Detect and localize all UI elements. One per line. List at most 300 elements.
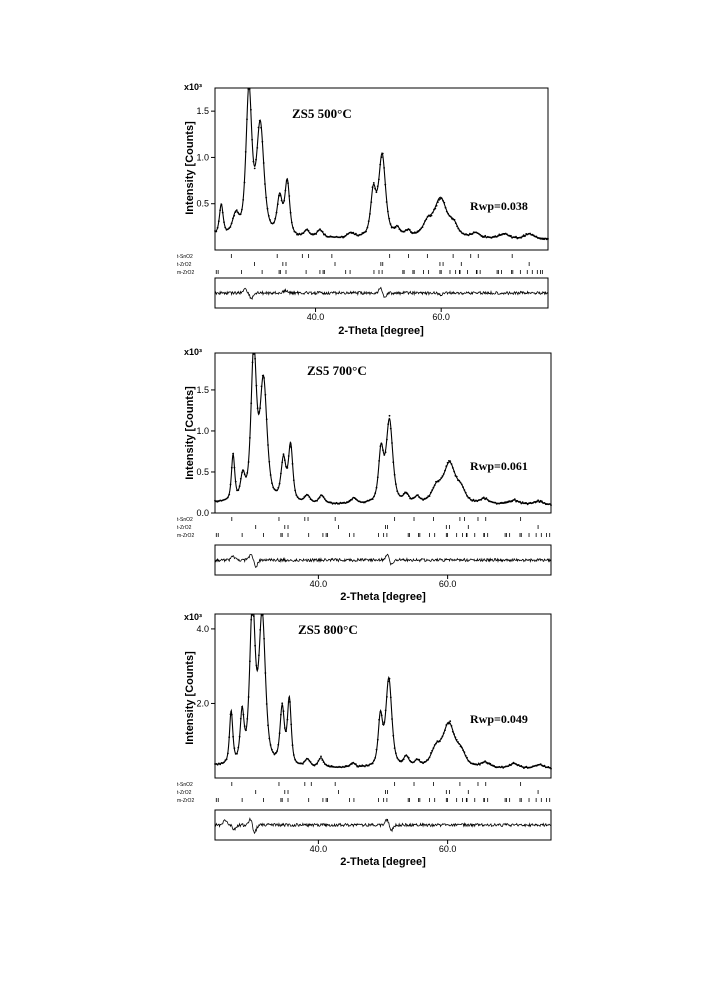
observed-point — [376, 487, 378, 489]
observed-point — [402, 495, 404, 497]
observed-point — [253, 353, 255, 355]
observed-point — [435, 743, 437, 745]
observed-points — [214, 88, 549, 240]
observed-point — [267, 208, 269, 210]
observed-point — [215, 231, 217, 233]
observed-point — [387, 423, 389, 425]
observed-point — [536, 236, 538, 238]
phase-label: t-ZrO2 — [177, 525, 192, 531]
y-axis-label: Intensity [Counts] — [184, 121, 196, 215]
observed-point — [230, 484, 232, 486]
observed-point — [265, 672, 267, 674]
y-tick-label: 1.5 — [196, 384, 209, 395]
observed-point — [267, 444, 269, 446]
observed-point — [449, 460, 451, 462]
observed-point — [520, 237, 522, 239]
observed-point — [383, 167, 385, 169]
observed-point — [302, 763, 304, 765]
chart-panel-700c — [0, 345, 725, 607]
observed-point — [484, 235, 486, 237]
observed-point — [382, 723, 384, 725]
phase-label: t-SnO2 — [177, 254, 193, 260]
observed-point — [316, 500, 318, 502]
y-tick-label: 2.0 — [196, 698, 209, 709]
observed-point — [374, 757, 376, 759]
observed-point — [424, 220, 426, 222]
observed-point — [430, 492, 432, 494]
observed-point — [269, 219, 271, 221]
observed-point — [389, 415, 391, 417]
observed-point — [293, 479, 295, 481]
observed-point — [487, 499, 489, 501]
observed-point — [302, 498, 304, 500]
observed-point — [294, 759, 296, 761]
observed-point — [227, 753, 229, 755]
observed-point — [345, 235, 347, 237]
observed-point — [441, 198, 443, 200]
panel-title: ZS5 800°C — [298, 622, 358, 637]
observed-point — [259, 120, 261, 122]
observed-point — [397, 225, 399, 227]
observed-point — [465, 755, 467, 757]
observed-point — [245, 476, 247, 478]
observed-point — [279, 732, 281, 734]
observed-point — [300, 234, 302, 236]
observed-point — [442, 200, 444, 202]
observed-point — [240, 718, 242, 720]
observed-point — [378, 179, 380, 181]
observed-point — [268, 215, 270, 217]
observed-point — [224, 227, 226, 229]
observed-point — [258, 127, 260, 129]
observed-point — [258, 411, 260, 413]
observed-point — [274, 218, 276, 220]
observed-point — [268, 738, 270, 740]
observed-point — [386, 439, 388, 441]
observed-point — [252, 362, 254, 364]
phase-label: m-ZrO2 — [177, 533, 195, 539]
observed-point — [454, 219, 456, 221]
rwp-label: Rwp=0.061 — [470, 459, 528, 473]
observed-point — [291, 222, 293, 224]
observed-point — [476, 764, 478, 766]
observed-point — [450, 216, 452, 218]
observed-point — [262, 614, 264, 616]
observed-point — [321, 495, 323, 497]
difference-curve — [215, 818, 551, 833]
observed-point — [281, 200, 283, 202]
observed-point — [230, 226, 232, 228]
observed-point — [403, 758, 405, 760]
y-tick-label: 1.0 — [196, 425, 209, 436]
observed-point — [398, 493, 400, 495]
observed-point — [399, 228, 401, 230]
observed-point — [289, 701, 291, 703]
observed-point — [286, 180, 288, 182]
observed-point — [271, 749, 273, 751]
observed-point — [455, 736, 457, 738]
difference-curve — [215, 288, 548, 300]
y-exponent-label: x10³ — [184, 612, 203, 622]
observed-point — [387, 681, 389, 683]
observed-point — [392, 461, 394, 463]
observed-point — [292, 463, 294, 465]
observed-point — [510, 764, 512, 766]
observed-point — [277, 744, 279, 746]
observed-point — [431, 215, 433, 217]
observed-point — [270, 744, 272, 746]
observed-point — [447, 213, 449, 215]
observed-point — [285, 466, 287, 468]
observed-point — [377, 476, 379, 478]
observed-point — [245, 151, 247, 153]
observed-point — [446, 211, 448, 213]
observed-point — [319, 497, 321, 499]
observed-point — [227, 497, 229, 499]
observed-point — [349, 765, 351, 767]
observed-point — [259, 407, 261, 409]
observed-point — [294, 490, 296, 492]
observed-point — [223, 761, 225, 763]
observed-point — [402, 760, 404, 762]
observed-point — [242, 199, 244, 201]
observed-point — [355, 763, 357, 765]
observed-point — [403, 493, 405, 495]
observed-point — [431, 489, 433, 491]
observed-point — [246, 118, 248, 120]
observed-point — [406, 229, 408, 231]
calculated-line — [215, 88, 548, 238]
observed-point — [433, 487, 435, 489]
observed-point — [236, 753, 238, 755]
observed-point — [440, 477, 442, 479]
observed-point — [370, 201, 372, 203]
observed-point — [398, 759, 400, 761]
y-axis-label: Intensity [Counts] — [184, 651, 196, 745]
observed-point — [279, 195, 281, 197]
observed-point — [254, 168, 256, 170]
difference-line — [215, 818, 551, 833]
calc-profile — [215, 614, 551, 768]
observed-point — [352, 232, 354, 234]
observed-point — [251, 139, 253, 141]
observed-point — [510, 235, 512, 237]
observed-point — [483, 497, 485, 499]
observed-point — [425, 761, 427, 763]
observed-point — [221, 204, 223, 206]
observed-point — [287, 182, 289, 184]
observed-point — [501, 766, 503, 768]
observed-point — [514, 498, 516, 500]
observed-point — [383, 454, 385, 456]
observed-point — [457, 741, 459, 743]
observed-point — [250, 109, 252, 111]
observed-point — [456, 739, 458, 741]
rwp-label: Rwp=0.049 — [470, 712, 528, 726]
observed-point — [320, 756, 322, 758]
x-ticks — [307, 308, 450, 322]
observed-point — [386, 201, 388, 203]
observed-point — [381, 156, 383, 158]
phase-label: t-ZrO2 — [177, 790, 192, 796]
chart-panel-800c — [0, 610, 725, 872]
observed-point — [547, 238, 549, 240]
observed-point — [237, 212, 239, 214]
observed-point — [249, 660, 251, 662]
observed-point — [264, 183, 266, 185]
x-tick-label: 60.0 — [438, 844, 457, 854]
phase-reflection-ticks — [216, 254, 542, 274]
y-tick-label: 0.5 — [196, 466, 209, 477]
observed-point — [456, 476, 458, 478]
observed-point — [290, 212, 292, 214]
observed-point — [544, 765, 546, 767]
observed-point — [451, 463, 453, 465]
observed-point — [386, 696, 388, 698]
observed-point — [241, 209, 243, 211]
observed-point — [248, 696, 250, 698]
observed-point — [394, 747, 396, 749]
observed-point — [292, 744, 294, 746]
y-ticks — [196, 106, 215, 209]
observed-point — [391, 718, 393, 720]
observed-point — [445, 724, 447, 726]
observed-point — [383, 721, 385, 723]
observed-point — [443, 473, 445, 475]
observed-point — [258, 654, 260, 656]
y-tick-label: 1.5 — [196, 106, 209, 117]
observed-point — [460, 482, 462, 484]
observed-point — [277, 487, 279, 489]
observed-points — [214, 353, 552, 506]
observed-point — [389, 678, 391, 680]
observed-point — [240, 478, 242, 480]
observed-point — [378, 460, 380, 462]
observed-point — [245, 729, 247, 731]
observed-point — [271, 482, 273, 484]
observed-point — [480, 499, 482, 501]
observed-point — [369, 213, 371, 215]
xrd-chart-500c — [0, 80, 725, 342]
observed-point — [226, 758, 228, 760]
chart-panel-500c — [0, 80, 725, 342]
observed-point — [275, 752, 277, 754]
observed-point — [355, 233, 357, 235]
observed-point — [466, 757, 468, 759]
observed-point — [260, 127, 262, 129]
observed-point — [431, 750, 433, 752]
observed-point — [378, 719, 380, 721]
x-axis-label: 2-Theta [degree] — [338, 325, 424, 337]
observed-point — [390, 223, 392, 225]
observed-point — [473, 499, 475, 501]
main-plot-frame — [215, 614, 551, 778]
observed-point — [324, 498, 326, 500]
observed-point — [437, 201, 439, 203]
observed-point — [267, 724, 269, 726]
observed-point — [234, 747, 236, 749]
observed-point — [434, 744, 436, 746]
observed-point — [276, 490, 278, 492]
observed-point — [444, 470, 446, 472]
observed-point — [508, 765, 510, 767]
observed-point — [374, 492, 376, 494]
phase-labels — [177, 517, 194, 539]
observed-point — [365, 231, 367, 233]
observed-point — [283, 200, 285, 202]
observed-point — [272, 487, 274, 489]
observed-point — [425, 219, 427, 221]
observed-point — [368, 220, 370, 222]
xrd-chart-700c — [0, 345, 725, 607]
observed-point — [451, 725, 453, 727]
observed-point — [453, 471, 455, 473]
observed-point — [293, 754, 295, 756]
observed-point — [228, 736, 230, 738]
observed-point — [246, 718, 248, 720]
observed-point — [330, 502, 332, 504]
observed-point — [440, 738, 442, 740]
observed-point — [303, 232, 305, 234]
observed-point — [266, 703, 268, 705]
phase-label: t-SnO2 — [177, 782, 193, 788]
observed-point — [461, 747, 463, 749]
observed-point — [254, 358, 256, 360]
observed-point — [486, 497, 488, 499]
observed-point — [217, 764, 219, 766]
phase-label: m-ZrO2 — [177, 798, 195, 804]
x-tick-label: 40.0 — [309, 844, 328, 854]
calc-profile — [215, 88, 548, 238]
observed-point — [295, 232, 297, 234]
observed-point — [377, 739, 379, 741]
observed-point — [407, 493, 409, 495]
observed-point — [442, 475, 444, 477]
observed-points — [214, 614, 552, 770]
panel-title: ZS5 500°C — [292, 106, 352, 121]
observed-point — [444, 729, 446, 731]
observed-point — [277, 203, 279, 205]
observed-point — [541, 501, 543, 503]
calculated-line — [215, 614, 551, 768]
observed-point — [422, 762, 424, 764]
observed-point — [351, 499, 353, 501]
observed-point — [219, 209, 221, 211]
observed-point — [409, 229, 411, 231]
x-tick-label: 60.0 — [432, 312, 450, 322]
y-axis-label: Intensity [Counts] — [184, 386, 196, 480]
difference-line — [215, 554, 551, 567]
observed-point — [404, 231, 406, 233]
observed-point — [236, 209, 238, 211]
observed-point — [272, 751, 274, 753]
observed-point — [256, 665, 258, 667]
observed-point — [237, 489, 239, 491]
observed-point — [479, 764, 481, 766]
observed-point — [443, 732, 445, 734]
observed-point — [281, 462, 283, 464]
observed-point — [232, 218, 234, 220]
observed-point — [241, 472, 243, 474]
observed-point — [396, 757, 398, 759]
observed-point — [261, 386, 263, 388]
observed-point — [384, 184, 386, 186]
difference-line — [215, 288, 548, 300]
observed-point — [256, 385, 258, 387]
observed-point — [519, 501, 521, 503]
observed-point — [223, 221, 225, 223]
y-tick-label: 1.0 — [196, 152, 209, 163]
observed-point — [469, 761, 471, 763]
observed-point — [368, 765, 370, 767]
observed-point — [255, 159, 257, 161]
observed-point — [426, 497, 428, 499]
observed-point — [445, 207, 447, 209]
observed-point — [249, 88, 251, 90]
observed-point — [288, 195, 290, 197]
observed-point — [432, 212, 434, 214]
observed-point — [391, 442, 393, 444]
observed-point — [276, 212, 278, 214]
observed-point — [380, 711, 382, 713]
observed-point — [244, 474, 246, 476]
observed-point — [283, 453, 285, 455]
observed-point — [414, 496, 416, 498]
observed-point — [284, 727, 286, 729]
observed-point — [458, 743, 460, 745]
observed-point — [296, 494, 298, 496]
observed-point — [449, 720, 451, 722]
observed-point — [372, 186, 374, 188]
observed-point — [423, 223, 425, 225]
observed-point — [489, 763, 491, 765]
observed-point — [392, 735, 394, 737]
observed-point — [263, 162, 265, 164]
y-exponent-label: x10³ — [184, 347, 203, 357]
observed-point — [452, 467, 454, 469]
x-axis-label: 2-Theta [degree] — [340, 856, 426, 868]
observed-point — [385, 710, 387, 712]
observed-point — [526, 766, 528, 768]
observed-point — [408, 495, 410, 497]
observed-point — [367, 227, 369, 229]
observed-point — [263, 377, 265, 379]
y-ticks — [196, 624, 215, 709]
observed-point — [421, 498, 423, 500]
y-exponent-label: x10³ — [184, 82, 203, 92]
observed-point — [373, 182, 375, 184]
observed-point — [280, 473, 282, 475]
observed-point — [429, 495, 431, 497]
observed-point — [544, 502, 546, 504]
observed-point — [484, 760, 486, 762]
observed-point — [443, 202, 445, 204]
observed-point — [418, 759, 420, 761]
observed-point — [274, 754, 276, 756]
observed-point — [265, 197, 267, 199]
observed-point — [287, 719, 289, 721]
phase-label: m-ZrO2 — [177, 270, 195, 276]
main-plot-frame — [215, 353, 551, 513]
observed-point — [434, 484, 436, 486]
observed-point — [430, 752, 432, 754]
observed-point — [382, 449, 384, 451]
observed-point — [305, 760, 307, 762]
observed-point — [288, 455, 290, 457]
observed-point — [279, 483, 281, 485]
observed-point — [244, 182, 246, 184]
observed-point — [405, 754, 407, 756]
